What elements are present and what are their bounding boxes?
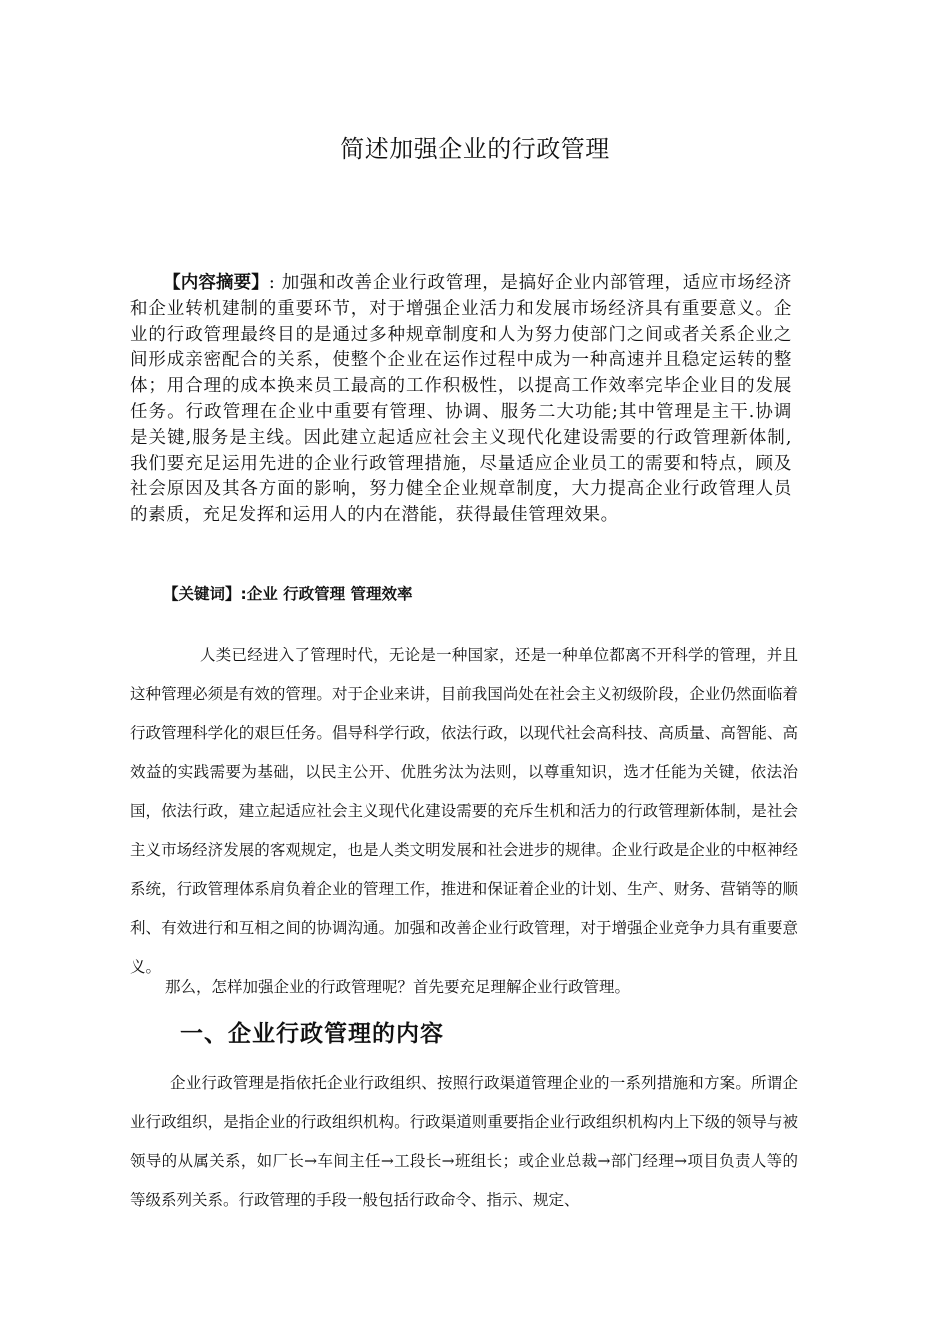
abstract-text: 加强和改善企业行政管理，是搞好企业内部管理，适应市场经济和企业转机建制的重要环节，对于增强企业活力和发展市场经济具有重要意义。企业的行政管理最终目的是通过多种规章制度和人为努力使部门之间或者关系企业之间形成亲密配合的关系，使整个企业在运作过程中成为一种高速并且稳定运转的整体；用合理的成本换来员工最高的工作积极性，以提高工作效率完毕企业目的发展任务。行政管理在企业中重要有管理、协调、服务二大功能;其中管理是主干.协调是关键,服务是主线。因此建立起适应社会主义现代化建设需要的行政管理新体制,我们要充足运用先进的企业行政管理措施，尽量适应企业员工的需要和特点，顾及社会原因及其各方面的影响，努力健全企业规章制度，大力提高企业行政管理人员的素质，充足发挥和运用人的内在潜能，获得最佳管理效果。 [130, 273, 792, 526]
document-title: 简述加强企业的行政管理 [340, 135, 610, 163]
section-heading-1: 一、企业行政管理的内容 [180, 1021, 444, 1047]
abstract-label: 【内容摘要】 [163, 273, 269, 293]
keywords-line [163, 583, 413, 605]
abstract-separator: : [268, 273, 276, 293]
abstract-paragraph [130, 271, 792, 529]
keywords-value: :企业 行政管理 管理效率 [240, 585, 413, 603]
intro-paragraph-2: 那么，怎样加强企业的行政管理呢？首先要充足理解企业行政管理。 [165, 978, 631, 996]
intro-paragraph-1: 人类已经进入了管理时代，无论是一种国家，还是一种单位都离不开科学的管理，并且这种管理必须是有效的管理。对于企业来讲，目前我国尚处在社会主义初级阶段，企业仍然面临着行政管理科学化的艰巨任务。倡导科学行政，依法行政，以现代社会高科技、高质量、高智能、高效益的实践需要为基础，以民主公开、优胜劣汰为法则，以尊重知识，选才任能为关键，依法治国，依法行政，建立起适应社会主义现代化建设需要的充斥生机和活力的行政管理新体制，是社会主义市场经济发展的客观规定，也是人类文明发展和社会进步的规律。企业行政是企业的中枢神经系统，行政管理体系肩负着企业的管理工作，推进和保证着企业的计划、生产、财务、营销等的顺利、有效进行和互相之间的协调沟通。加强和改善企业行政管理，对于增强企业竞争力具有重要意义。 [130, 646, 798, 976]
keywords-label: 【关键词】 [163, 585, 241, 603]
section1-paragraph-1: 企业行政管理是指依托企业行政组织、按照行政渠道管理企业的一系列措施和方案。所谓企业行政组织，是指企业的行政组织机构。行政渠道则重要指企业行政组织机构内上下级的领导与被领导的从属关系，如厂长→车间主任→工段长→班组长；或企业总裁→部门经理→项目负责人等的等级系列关系。行政管理的手段一般包括行政命令、指示、规定、 [130, 1074, 798, 1209]
